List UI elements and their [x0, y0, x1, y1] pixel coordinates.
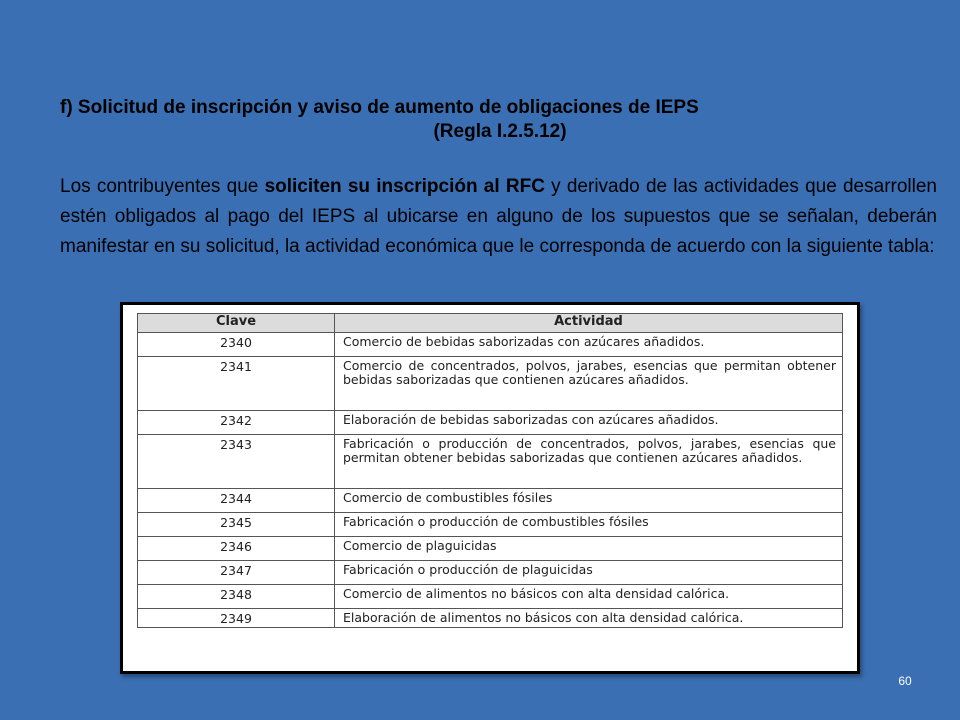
table-row: [138, 609, 843, 628]
cell-clave: 2346: [138, 537, 335, 561]
table-row: [138, 513, 843, 537]
paragraph-bold-text: soliciten su inscripción al RFC: [264, 176, 545, 197]
cell-actividad: Comercio de combustibles fósiles: [335, 489, 843, 513]
heading-title: f) Solicitud de inscripción y aviso de aumento de obligaciones de IEPS: [60, 97, 699, 118]
cell-clave: 2348: [138, 585, 335, 609]
cell-clave: 2341: [138, 357, 335, 411]
cell-clave: 2349: [138, 609, 335, 628]
cell-clave: 2343: [138, 435, 335, 489]
cell-clave: 2345: [138, 513, 335, 537]
table-row: [138, 585, 843, 609]
cell-actividad: Fabricación o producción de concentrados, polvos, jarabes, esencias que permitan obtener bebidas saborizadas que contienen azúcares añadidos.: [335, 435, 843, 489]
cell-actividad: Fabricación o producción de plaguicidas: [335, 561, 843, 585]
header-actividad: Actividad: [335, 314, 843, 333]
table-row: [138, 561, 843, 585]
page-number: 60: [898, 674, 912, 688]
cell-actividad: Elaboración de bebidas saborizadas con azúcares añadidos.: [335, 411, 843, 435]
cell-clave: 2344: [138, 489, 335, 513]
section-heading: [60, 96, 900, 144]
cell-clave: 2347: [138, 561, 335, 585]
table-header-row: [138, 314, 843, 333]
table-row: [138, 333, 843, 357]
paragraph-text-2: y derivado de las actividades que desarrollen estén obligados al pago del IEPS al ubicarse en alguno de los supuestos que se señalan, deberán manifestar en su solicitud, la actividad económica que le corresponda de acuerdo con la siguiente tabla:: [60, 176, 937, 257]
table-row: [138, 537, 843, 561]
table-row: [138, 357, 843, 411]
table-row: [138, 411, 843, 435]
cell-actividad: Comercio de bebidas saborizadas con azúcares añadidos.: [335, 333, 843, 357]
cell-clave: 2340: [138, 333, 335, 357]
cell-actividad: Elaboración de alimentos no básicos con alta densidad calórica.: [335, 609, 843, 628]
intro-paragraph: [60, 172, 937, 262]
heading-rule: (Regla I.2.5.12): [433, 121, 567, 142]
paragraph-text-1: Los contribuyentes que: [60, 176, 265, 197]
activity-table: [137, 313, 843, 628]
cell-actividad: Comercio de plaguicidas: [335, 537, 843, 561]
cell-actividad: Comercio de alimentos no básicos con alta densidad calórica.: [335, 585, 843, 609]
table-row: [138, 435, 843, 489]
activity-table-frame: [120, 302, 860, 674]
cell-actividad: Comercio de concentrados, polvos, jarabes, esencias que permitan obtener bebidas saborizadas que contienen azúcares añadidos.: [335, 357, 843, 411]
cell-actividad: Fabricación o producción de combustibles fósiles: [335, 513, 843, 537]
table-row: [138, 489, 843, 513]
header-clave: Clave: [138, 314, 335, 333]
cell-clave: 2342: [138, 411, 335, 435]
